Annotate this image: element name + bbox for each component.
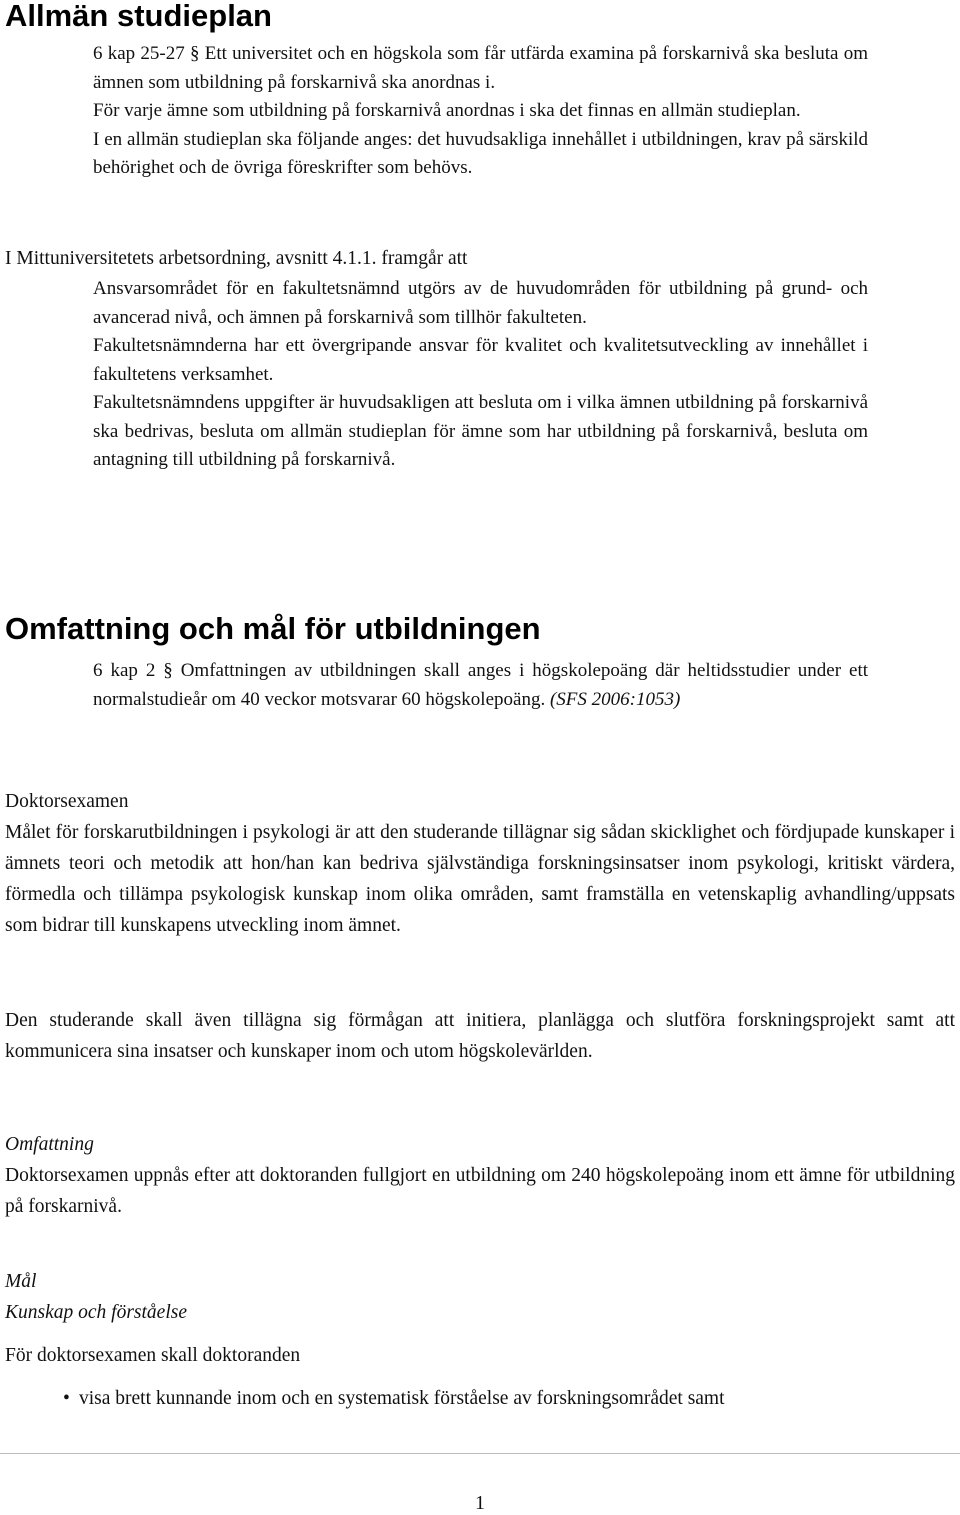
- omfattning-section: [5, 1129, 955, 1222]
- doktorsexamen-section: [5, 786, 955, 941]
- doktorsexamen-heading: Doktorsexamen: [5, 791, 129, 812]
- intro-section: [93, 40, 868, 183]
- page-number: 1: [475, 1492, 485, 1514]
- bullet-list-item: [5, 1385, 955, 1413]
- arbetsordning-lead: I Mittuniversitetets arbetsordning, avsnitt 4.1.1. framgår att: [5, 248, 468, 269]
- footer-divider: [0, 1453, 960, 1454]
- arbetsordning-paragraph-1: Ansvarsområdet för en fakultetsnämnd utgörs av de huvudområden för utbildning på grund- och avancerad nivå, och ämnen på forskarnivå som tillhör fakulteten.: [93, 278, 868, 328]
- doktorsexamen-paragraph-2: Den studerande skall även tillägna sig förmågan att initiera, planlägga och slutföra forskningsprojekt samt att kommunicera sina insatser och kunskaper inom och utom högskolevärlden.: [5, 1010, 955, 1062]
- bullet-icon: •: [63, 1388, 70, 1409]
- bullet-text: visa brett kunnande inom och en systematisk förståelse av forskningsområdet samt: [79, 1388, 725, 1409]
- doktorsexamen-paragraph-1: Målet för forskarutbildningen i psykologi är att den studerande tillägnar sig sådan skicklighet och fördjupade kunskaper i ämnets teori och metodik att hon/han kan bedriva självständiga forskningsinsatser inom psykologi, kritiskt värdera, förmedla och tillämpa psykologisk kunskap inom olika områden, samt framställa en vetenskaplig avhandling/uppsats som bidrar till kunskapens utveckling inom ämnet.: [5, 822, 955, 936]
- sfs-reference: (SFS 2006:1053): [549, 688, 681, 710]
- section-heading: Omfattning och mål för utbildningen: [5, 611, 541, 646]
- omfattning-intro-text: 6 kap 2 § Omfattningen av utbildningen skall anges i högskolepoäng där heltidsstudier under ett normalstudieår om 40 veckor motsvarar 60 högskolepoäng.: [93, 660, 868, 710]
- omfattning-intro: [93, 657, 868, 714]
- mal-lead: För doktorsexamen skall doktoranden: [5, 1345, 301, 1366]
- page-title: Allmän studieplan: [5, 0, 272, 33]
- omfattning-heading: Omfattning: [5, 1134, 94, 1155]
- intro-paragraph-3: I en allmän studieplan ska följande anges: det huvudsakliga innehållet i utbildningen, krav på särskild behörighet och de övriga föreskrifter som behövs.: [93, 128, 868, 178]
- kunskap-heading: Kunskap och förståelse: [5, 1302, 187, 1323]
- arbetsordning-paragraph-2: Fakultetsnämnderna har ett övergripande ansvar för kvalitet och kvalitetsutveckling av innehållet i fakultetens verksamhet.: [93, 335, 868, 385]
- mal-heading: Mål: [5, 1271, 37, 1292]
- intro-paragraph-1: 6 kap 25-27 § Ett universitet och en högskola som får utfärda examina på forskarnivå ska besluta om ämnen som utbildning på forskarnivå ska anordnas i.: [93, 43, 868, 93]
- omfattning-text: Doktorsexamen uppnås efter att doktoranden fullgjort en utbildning om 240 högskolepoäng inom ett ämne för utbildning på forskarnivå.: [5, 1165, 955, 1217]
- arbetsordning-section: [93, 275, 868, 475]
- mal-section: [5, 1266, 955, 1328]
- intro-paragraph-2: För varje ämne som utbildning på forskarnivå anordnas i ska det finnas en allmän studieplan.: [93, 100, 801, 121]
- arbetsordning-paragraph-3: Fakultetsnämndens uppgifter är huvudsakligen att besluta om i vilka ämnen utbildning på forskarnivå ska bedrivas, besluta om allmän studieplan för ämne som har utbildning på forskarnivå, besluta om antagning till utbildning på forskarnivå.: [93, 392, 868, 470]
